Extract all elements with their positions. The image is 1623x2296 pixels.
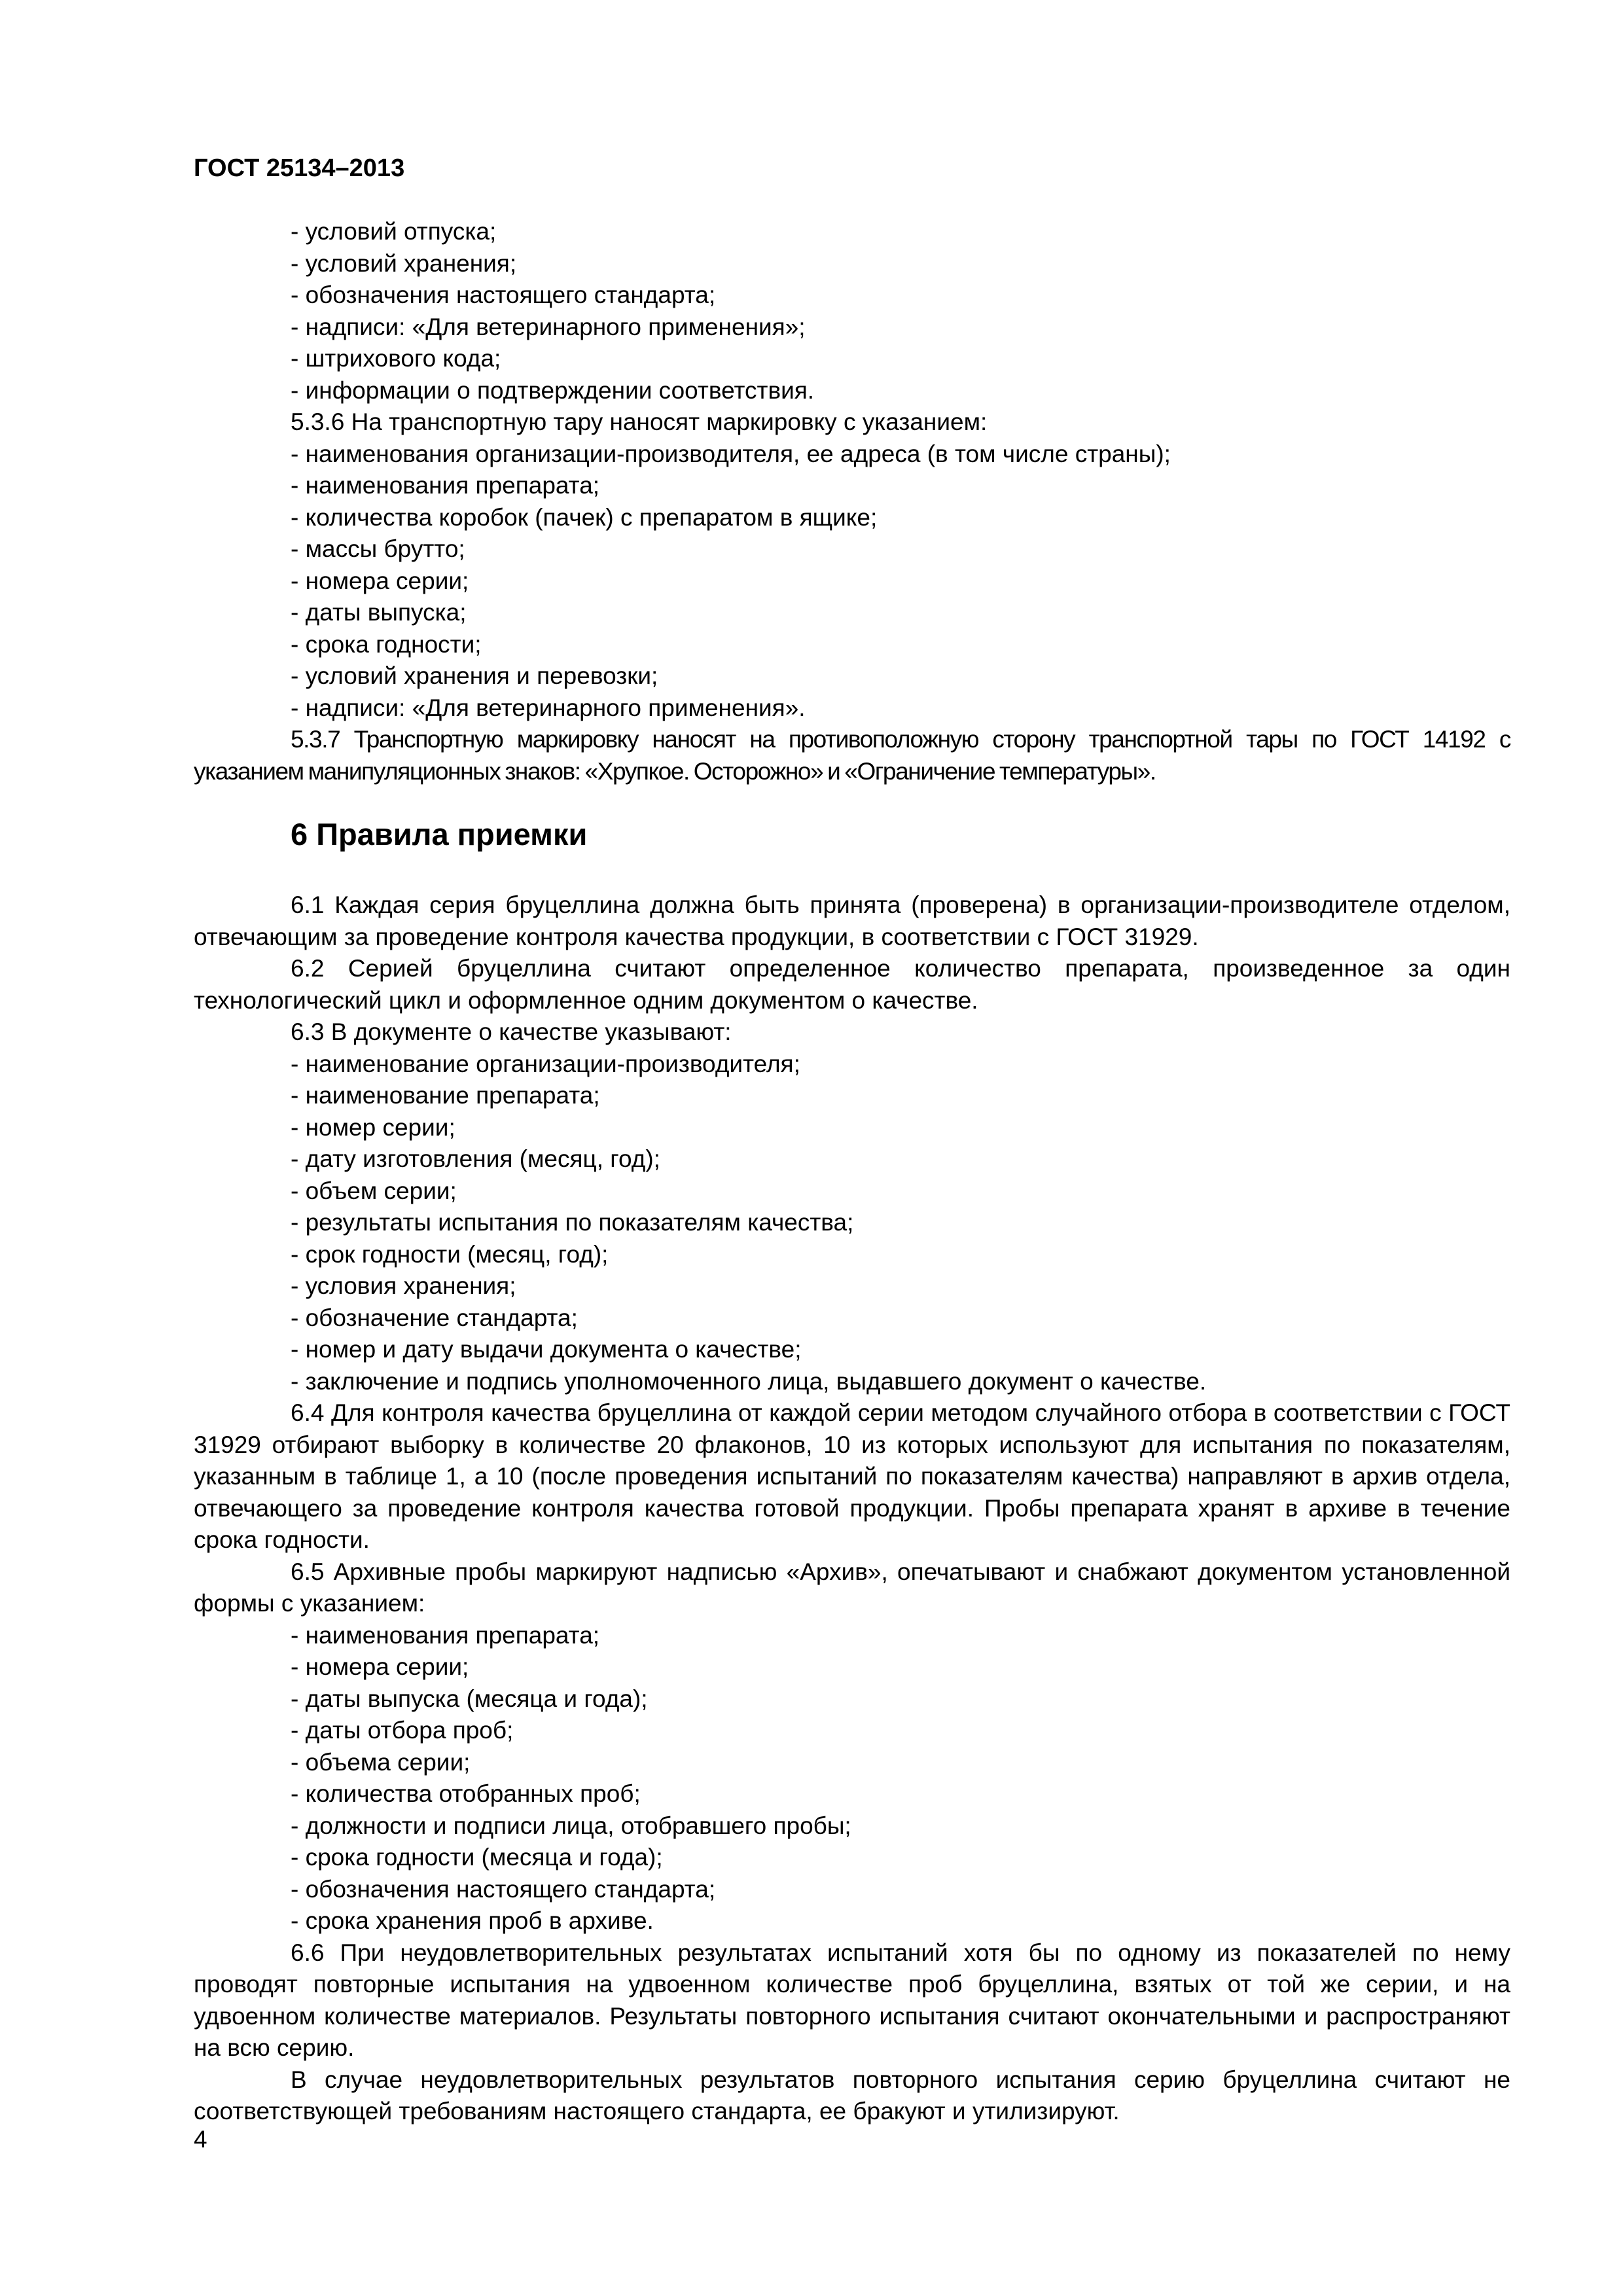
paragraph-6-2: 6.2 Серией бруцеллина считают определенное количество препарата, произведенное за один технологический цикл и оформленное одним документом о качестве. (194, 955, 1510, 1014)
list-item: - массы брутто; (291, 535, 465, 562)
list-item: - условий хранения; (291, 249, 517, 277)
paragraph-6-4: 6.4 Для контроля качества бруцеллина от каждой серии методом случайного отбора в соответствии с ГОСТ 31929 отбирают выборку в количестве 20 флаконов, 10 из которых используют для испытания по показателям, указанным в таблице 1, а 10 (после проведения испытаний по показателям качества) направляют в архив отдела, отвечающего за проведение контроля качества готовой продукции. Пробы препарата хранят в архиве в течение срока годности. (194, 1399, 1510, 1553)
document-header: ГОСТ 25134–2013 (194, 154, 405, 182)
list-item: - наименования организации-производителя, ее адреса (в том числе страны); (291, 440, 1171, 467)
list-item: - надписи: «Для ветеринарного применения»; (291, 313, 806, 340)
list-item: - обозначение стандарта; (291, 1304, 578, 1331)
paragraph-5-3-6: 5.3.6 На транспортную тару наносят маркировку с указанием: (291, 408, 988, 435)
list-6-5 (194, 1620, 1510, 1937)
list-item: - наименования препарата; (291, 1621, 600, 1649)
paragraph-6-5: 6.5 Архивные пробы маркируют надписью «Архив», опечатывают и снабжают документом установленной формы с указанием: (194, 1558, 1510, 1617)
list-item: - даты отбора проб; (291, 1717, 514, 1744)
list-item: - условий отпуска; (291, 218, 497, 245)
list-item: - обозначения настоящего стандарта; (291, 281, 716, 308)
paragraph-6-6-b: В случае неудовлетворительных результатов повторного испытания серию бруцеллина считают не соответствующей требованиям настоящего стандарта, ее бракуют и утилизируют. (194, 2066, 1510, 2125)
list-item: - номер и дату выдачи документа о качестве; (291, 1336, 802, 1363)
list-item: - наименование препарата; (291, 1082, 600, 1109)
list-6-3 (194, 1049, 1510, 1398)
document-body (194, 216, 1510, 2128)
list-item: - дату изготовления (месяц, год); (291, 1145, 660, 1172)
list-item: - информации о подтверждении соответствия. (291, 376, 815, 404)
paragraph-6-1: 6.1 Каждая серия бруцеллина должна быть принята (проверена) в организации-производителе отделом, отвечающим за проведение контроля качества продукции, в соответствии с ГОСТ 31929. (194, 891, 1510, 950)
list-item: - количества коробок (пачек) с препаратом в ящике; (291, 503, 878, 531)
list-item: - номера серии; (291, 1653, 469, 1680)
list-item: - обозначения настоящего стандарта; (291, 1875, 716, 1903)
list-item: - должности и подписи лица, отобравшего пробы; (291, 1812, 851, 1839)
paragraph-6-3: 6.3 В документе о качестве указывают: (291, 1018, 732, 1045)
page-number: 4 (194, 2126, 207, 2153)
list-item: - срок годности (месяц, год); (291, 1240, 609, 1268)
list-item: - срока годности (месяца и года); (291, 1844, 663, 1871)
list-item: - количества отобранных проб; (291, 1780, 641, 1807)
list-item: - наименования препарата; (291, 472, 600, 499)
list-item: - объема серии; (291, 1748, 471, 1776)
paragraph-6-6: 6.6 При неудовлетворительных результатах испытаний хотя бы по одному из показателей по нему проводят повторные испытания на удвоенном количестве проб бруцеллина, взятых от той же серии, и на удвоенном количестве материалов. Результаты повторного испытания считают окончательными и распространяют на всю серию. (194, 1939, 1510, 2061)
list-item: - объем серии; (291, 1177, 457, 1204)
paragraph-5-3-7: 5.3.7 Транспортную маркировку наносят на противоположную сторону транспортной тары по ГОСТ 14192 с указанием манипуляционных знаков: «Хрупкое. Осторожно» и «Ограничение температуры». (194, 726, 1510, 785)
list-item: - номера серии; (291, 567, 469, 594)
list-item: - условий хранения и перевозки; (291, 662, 658, 689)
list-item: - срока годности; (291, 630, 482, 658)
list-top (194, 216, 1510, 406)
list-item: - результаты испытания по показателям качества; (291, 1209, 854, 1236)
section-heading: 6 Правила приемки (291, 817, 588, 852)
list-item: - наименование организации-производителя; (291, 1050, 800, 1077)
list-item: - штрихового кода; (291, 345, 501, 372)
list-5-3-6 (194, 439, 1510, 725)
list-item: - надписи: «Для ветеринарного применения». (291, 694, 806, 721)
list-item: - номер серии; (291, 1113, 455, 1141)
list-item: - заключение и подпись уполномоченного лица, выдавшего документ о качестве. (291, 1367, 1207, 1395)
list-item: - срока хранения проб в архиве. (291, 1907, 654, 1934)
list-item: - даты выпуска (месяца и года); (291, 1685, 648, 1712)
list-item: - даты выпуска; (291, 599, 467, 626)
list-item: - условия хранения; (291, 1272, 516, 1299)
